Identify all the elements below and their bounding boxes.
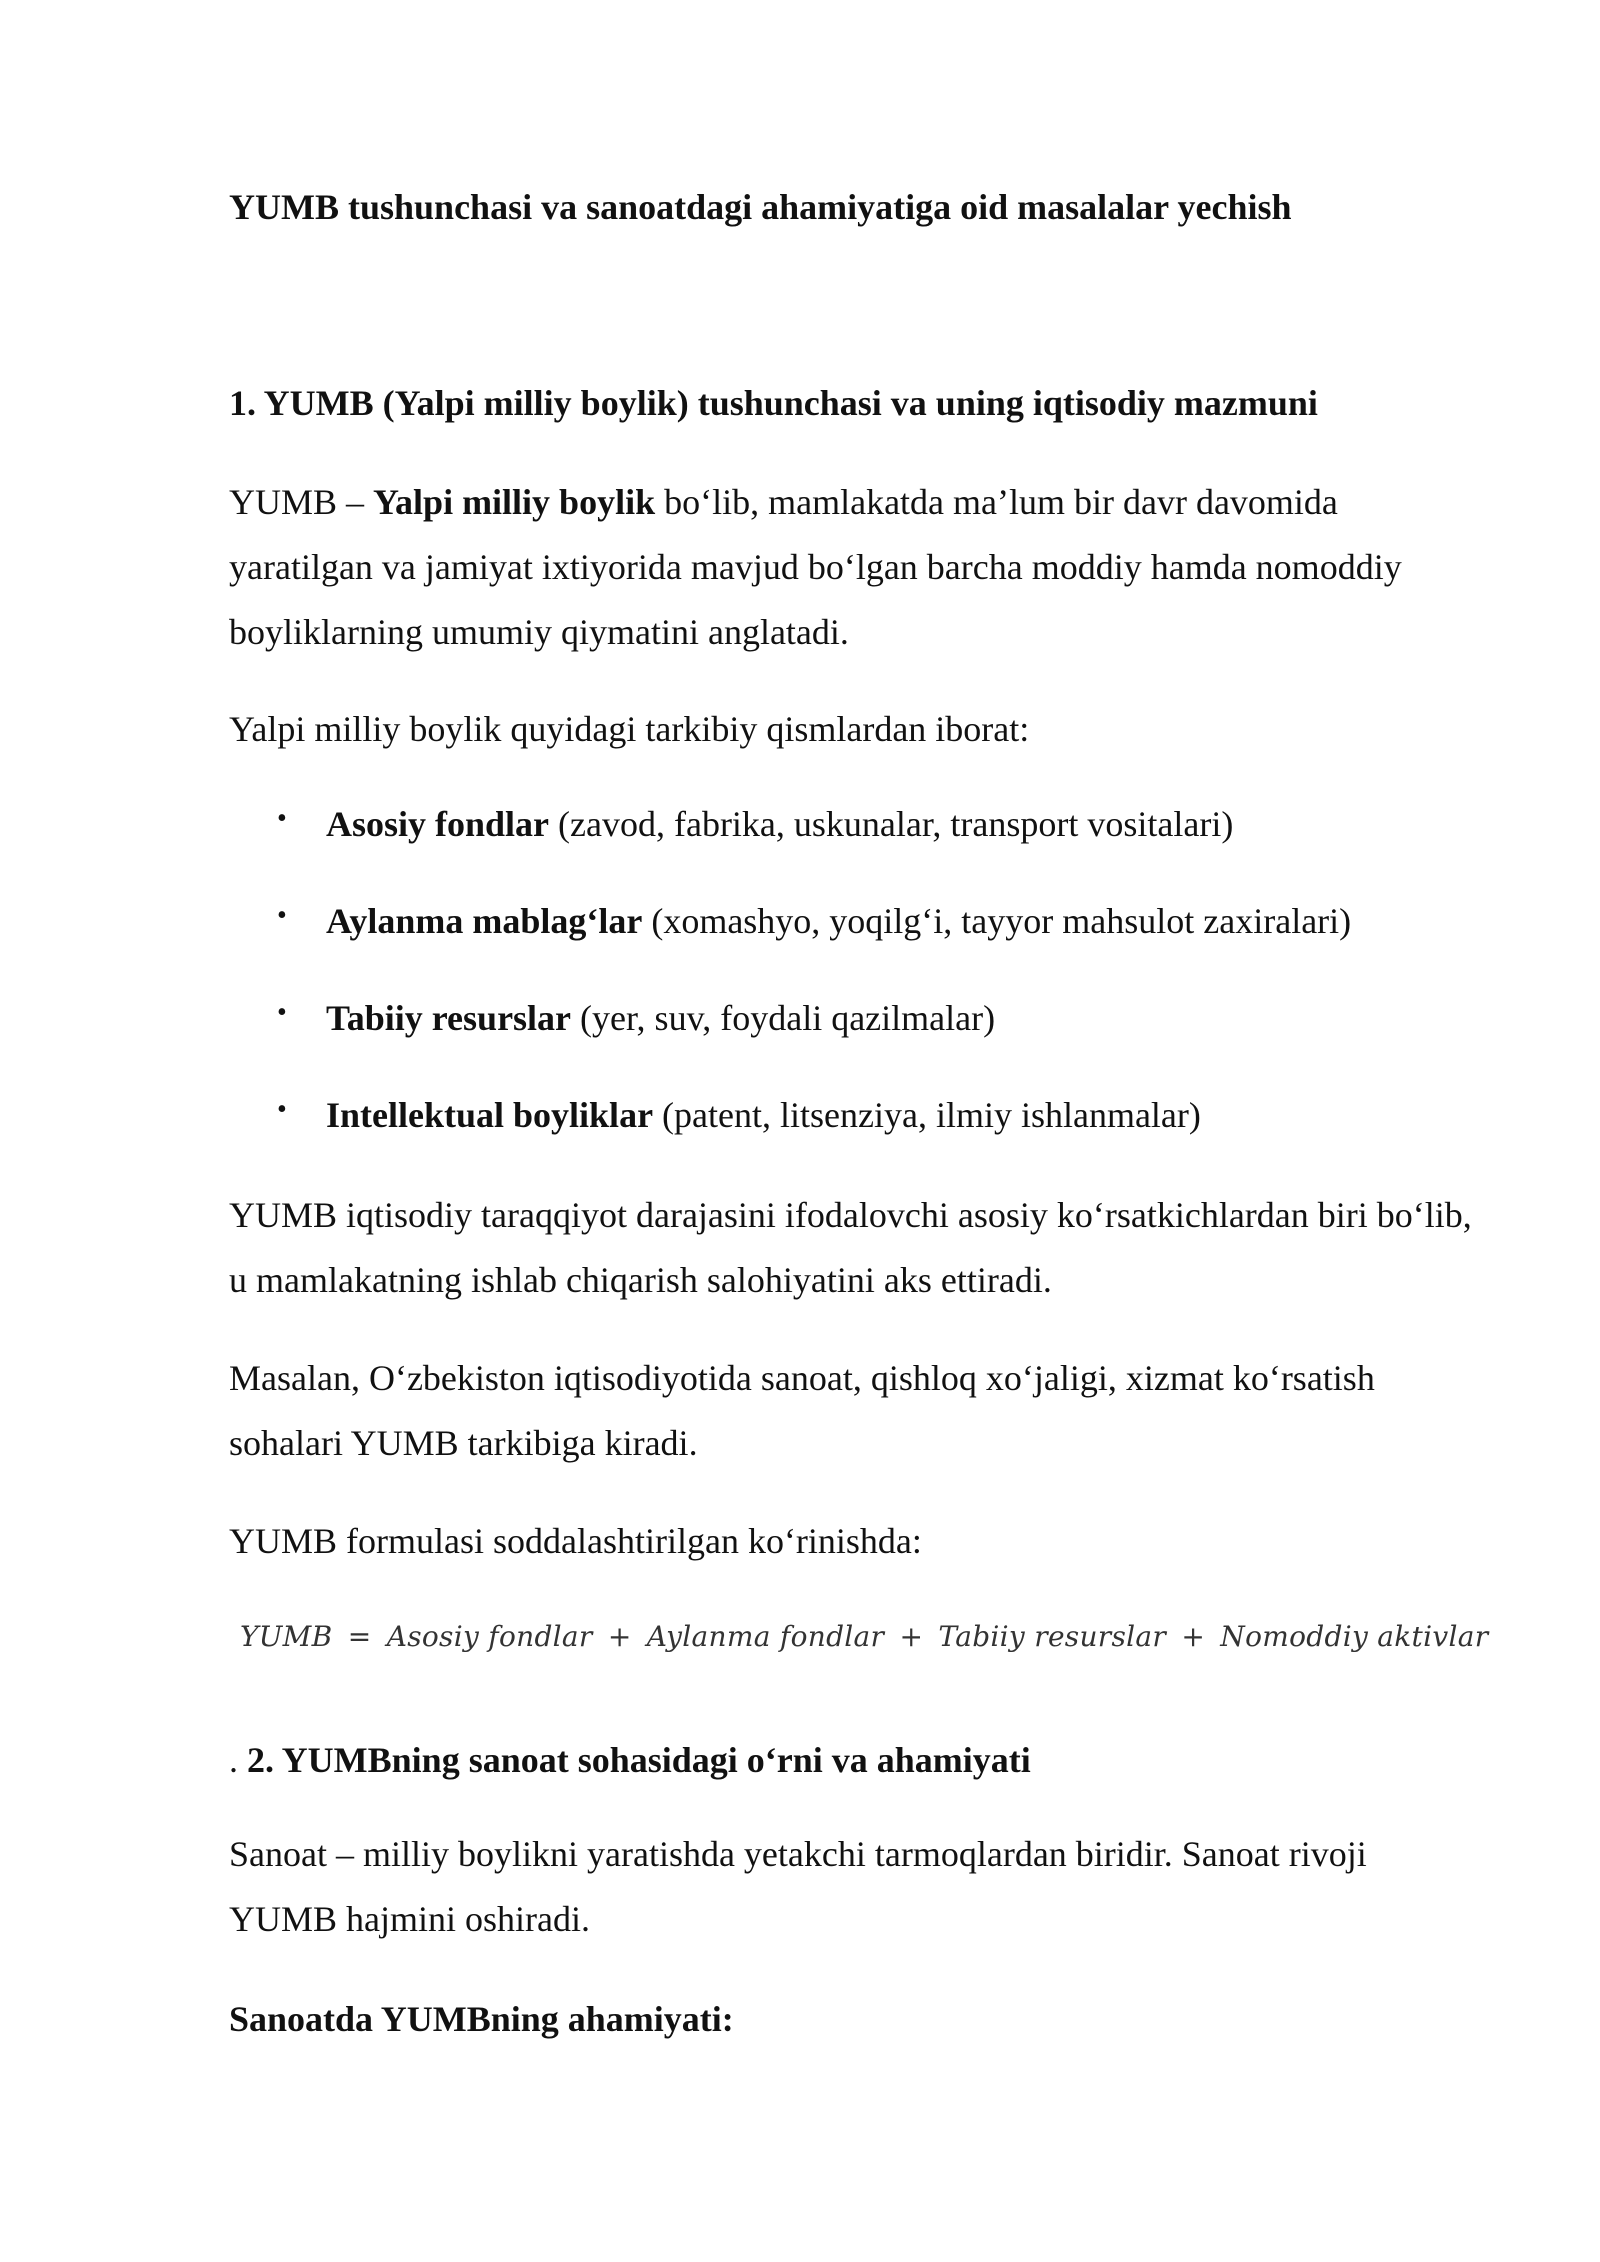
list-item-term: Aylanma mablag‘lar xyxy=(326,901,643,941)
definition-term: Yalpi milliy boylik xyxy=(373,482,656,522)
yumb-formula xyxy=(240,1620,1488,1653)
formula-lhs: YUMB xyxy=(240,1620,333,1653)
bullet-icon: • xyxy=(277,803,287,834)
list-item-desc: (zavod, fabrika, uskunalar, transport vositalari) xyxy=(549,804,1234,844)
list-item-term: Tabiiy resurslar xyxy=(326,998,572,1038)
formula-plus: + xyxy=(1181,1620,1206,1653)
list-item-desc: (yer, suv, foydali qazilmalar) xyxy=(571,998,996,1038)
example-paragraph: Masalan, O‘zbekiston iqtisodiyotida sanoat, qishloq xo‘jaligi, xizmat ko‘rsatish sohalari YUMB tarkibiga kiradi. xyxy=(229,1358,1375,1463)
formula-term: Aylanma fondlar xyxy=(646,1620,885,1653)
formula-plus: + xyxy=(607,1620,632,1653)
bullet-icon: • xyxy=(277,1094,287,1125)
formula-term: Tabiiy resurslar xyxy=(938,1620,1167,1653)
list-item-term: Asosiy fondlar xyxy=(326,804,550,844)
bullet-icon: • xyxy=(277,997,287,1028)
section2-paragraph: Sanoat – milliy boylikni yaratishda yetakchi tarmoqlardan biridir. Sanoat rivoji YUMB hajmini oshiradi. xyxy=(229,1834,1367,1939)
definition-body: bo‘lib, mamlakatda ma’lum bir davr davomida yaratilgan va jamiyat ixtiyorida mavjud bo‘lgan barcha moddiy hamda nomoddiy boyliklarning umumiy qiymatini anglatadi. xyxy=(229,482,1402,652)
section1-heading: 1. YUMB (Yalpi milliy boylik) tushunchasi va uning iqtisodiy mazmuni xyxy=(229,383,1318,423)
formula-plus: + xyxy=(899,1620,924,1653)
indicator-paragraph: YUMB iqtisodiy taraqqiyot darajasini ifodalovchi asosiy ko‘rsatkichlardan biri bo‘lib, u mamlakatning ishlab chiqarish salohiyatini aks ettiradi. xyxy=(229,1195,1472,1300)
formula-equals: = xyxy=(347,1620,372,1653)
formula-term: Asosiy fondlar xyxy=(386,1620,593,1653)
section2-subheading: Sanoatda YUMBning ahamiyati: xyxy=(229,1999,734,2039)
list-item-term: Intellektual boyliklar xyxy=(326,1095,654,1135)
list-item-desc: (patent, litsenziya, ilmiy ishlanmalar) xyxy=(653,1095,1201,1135)
formula-term: Nomoddiy aktivlar xyxy=(1220,1620,1489,1653)
document-title: YUMB tushunchasi va sanoatdagi ahamiyatiga oid masalalar yechish xyxy=(229,187,1292,227)
section2-heading xyxy=(229,1739,1031,1781)
components-intro: Yalpi milliy boylik quyidagi tarkibiy qismlardan iborat: xyxy=(229,709,1030,749)
section2-prefix: . xyxy=(229,1740,238,1780)
section1-definition xyxy=(229,470,1479,665)
definition-prefix: YUMB – xyxy=(229,482,374,522)
formula-intro: YUMB formulasi soddalashtirilgan ko‘rinishda: xyxy=(229,1521,922,1561)
bullet-icon: • xyxy=(277,900,287,931)
list-item-desc: (xomashyo, yoqilg‘i, tayyor mahsulot zaxiralari) xyxy=(642,901,1352,941)
section2-heading-text: 2. YUMBning sanoat sohasidagi o‘rni va ahamiyati xyxy=(247,1740,1031,1780)
